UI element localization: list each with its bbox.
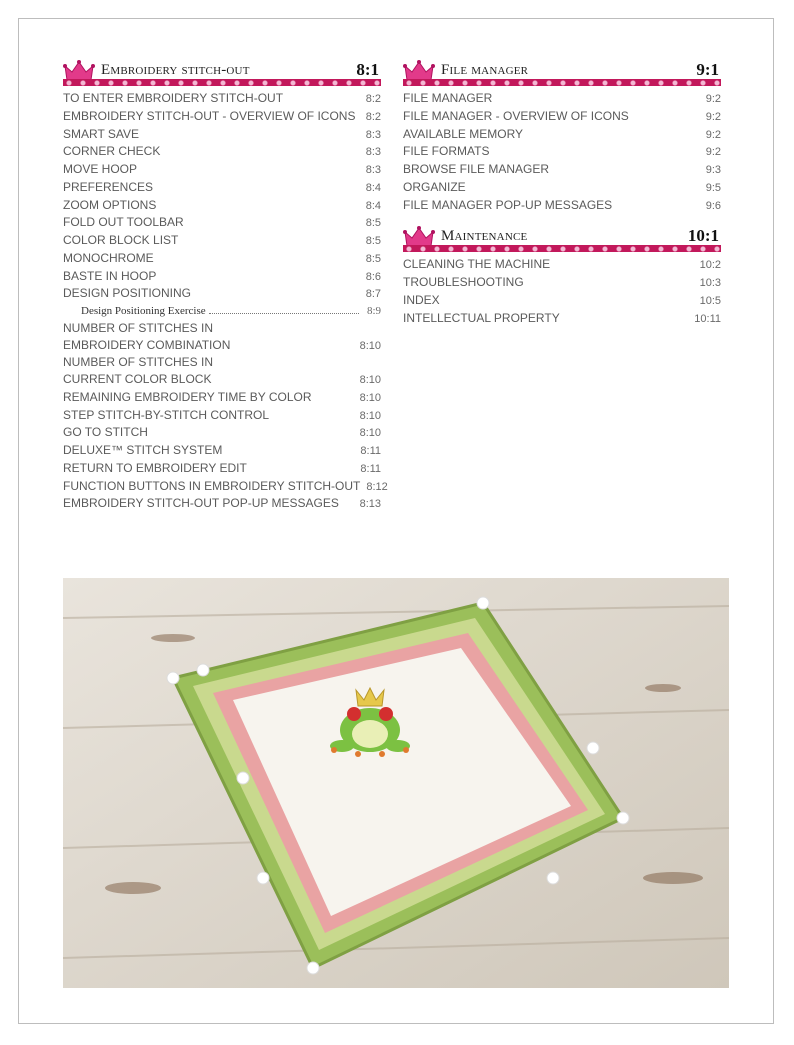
toc-column-left (63, 58, 388, 523)
entry-label: TO ENTER EMBROIDERY STITCH-OUT (63, 91, 284, 105)
toc-entry[interactable] (63, 179, 381, 197)
toc-entry[interactable] (63, 371, 381, 389)
entry-page-number: 8:5 (365, 252, 381, 265)
section-title: Embroidery stitch-out (101, 62, 250, 78)
entry-page-number: 10:2 (699, 259, 721, 272)
entry-label: AVAILABLE MEMORY (403, 126, 524, 141)
entry-label: Design Positioning Exercise (81, 305, 206, 317)
toc-entry[interactable] (63, 90, 381, 108)
entry-page-number: 9:5 (705, 181, 721, 194)
toc-entry[interactable] (63, 460, 381, 478)
header-pattern-band (403, 245, 721, 252)
toc-entry-list (403, 90, 721, 214)
entry-page-number: 8:4 (365, 181, 381, 194)
toc-entry[interactable] (63, 232, 381, 250)
toc-entry[interactable] (63, 126, 381, 144)
entry-label: FOLD OUT TOOLBAR (63, 215, 184, 230)
entry-label: FILE MANAGER (403, 91, 493, 105)
toc-entry[interactable] (63, 197, 381, 215)
entry-label: BASTE IN HOOP (63, 268, 157, 283)
toc-section (403, 224, 721, 327)
entry-label: PREFERENCES (63, 179, 154, 194)
toc-section (403, 58, 721, 214)
header-pattern-band (403, 79, 721, 86)
toc-entry[interactable] (403, 108, 721, 126)
toc-subentry[interactable] (63, 303, 381, 320)
toc-entry-list (63, 90, 388, 513)
toc-entry[interactable] (63, 407, 381, 425)
entry-page-number: 8:3 (365, 164, 381, 176)
pillow-photo (63, 578, 729, 988)
entry-page-number: 8:4 (365, 199, 381, 212)
entry-label: EMBROIDERY COMBINATION (63, 337, 231, 352)
toc-entry[interactable] (63, 478, 388, 496)
section-title: Maintenance (441, 228, 528, 245)
entry-page-number: 8:5 (365, 235, 381, 247)
entry-page-number: 8:5 (365, 217, 381, 230)
entry-page-number: 9:2 (705, 110, 721, 123)
entry-label: CURRENT COLOR BLOCK (63, 372, 212, 386)
entry-label: DELUXE™ STITCH SYSTEM (63, 443, 223, 457)
entry-label: STEP STITCH-BY-STITCH CONTROL (63, 407, 270, 422)
entry-label: EMBROIDERY STITCH-OUT POP-UP MESSAGES (63, 496, 339, 511)
entry-page-number: 8:6 (365, 270, 381, 283)
toc-entry[interactable] (63, 354, 381, 371)
entry-label: FUNCTION BUTTONS IN EMBROIDERY STITCH-OUT (63, 478, 361, 493)
entry-label: REMAINING EMBROIDERY TIME BY COLOR (63, 389, 312, 404)
entry-page-number: 8:3 (365, 128, 381, 141)
entry-page-number: 8:10 (359, 427, 381, 440)
toc-entry[interactable] (63, 337, 381, 355)
toc-entry[interactable] (63, 442, 381, 460)
toc-entry[interactable] (63, 424, 381, 442)
pillow-illustration (63, 578, 729, 988)
toc-entry[interactable] (63, 320, 381, 337)
toc-entry[interactable] (63, 214, 381, 232)
entry-label: NUMBER OF STITCHES IN (63, 355, 214, 370)
entry-page-number: 8:10 (359, 339, 381, 352)
entry-page-number: 8:2 (365, 93, 381, 105)
entry-label: INTELLECTUAL PROPERTY (403, 310, 560, 325)
entry-page-number: 8:10 (359, 391, 381, 404)
entry-label: FILE MANAGER - OVERVIEW OF ICONS (403, 108, 629, 123)
toc-entry-list (403, 256, 721, 327)
entry-label: TROUBLESHOOTING (403, 275, 524, 289)
entry-page-number: 9:2 (705, 93, 721, 105)
entry-page-number: 8:13 (359, 498, 381, 511)
entry-label: FILE FORMATS (403, 144, 490, 159)
toc-entry[interactable] (63, 250, 381, 268)
section-page-number: 10:1 (687, 226, 719, 246)
header-pattern-band (63, 79, 381, 86)
toc-entry[interactable] (63, 389, 381, 407)
entry-label: CLEANING THE MACHINE (403, 257, 551, 272)
entry-page-number: 10:3 (699, 277, 721, 289)
toc-entry[interactable] (63, 143, 381, 161)
entry-page-number: 9:3 (705, 164, 721, 176)
entry-label: INDEX (403, 292, 440, 307)
entry-label: BROWSE FILE MANAGER (403, 162, 550, 176)
entry-label: ZOOM OPTIONS (63, 197, 157, 212)
entry-label: SMART SAVE (63, 126, 140, 141)
entry-page-number: 8:12 (366, 480, 388, 493)
toc-entry[interactable] (403, 256, 721, 274)
toc-entry[interactable] (403, 126, 721, 144)
section-header (63, 58, 381, 86)
entry-label: GO TO STITCH (63, 425, 148, 440)
toc-column-right (403, 58, 721, 337)
entry-label: COLOR BLOCK LIST (63, 233, 179, 247)
entry-label: NUMBER OF STITCHES IN (63, 320, 214, 335)
toc-entry[interactable] (63, 161, 381, 179)
toc-entry[interactable] (403, 161, 721, 179)
entry-page-number: 9:2 (705, 128, 721, 141)
toc-entry[interactable] (403, 310, 721, 328)
entry-label: CORNER CHECK (63, 144, 161, 159)
toc-entry[interactable] (403, 197, 721, 215)
toc-entry[interactable] (403, 90, 721, 108)
section-page-number: 8:1 (356, 60, 379, 79)
entry-page-number: 10:5 (699, 294, 721, 307)
toc-entry[interactable] (63, 268, 381, 286)
section-header (403, 58, 721, 86)
entry-label: MOVE HOOP (63, 162, 138, 176)
entry-page-number: 9:6 (705, 199, 721, 212)
entry-page-number: 8:10 (359, 374, 381, 386)
section-page-number: 9:1 (696, 60, 719, 79)
entry-page-number: 8:9 (366, 305, 381, 317)
toc-entry[interactable] (63, 285, 381, 303)
entry-label: FILE MANAGER POP-UP MESSAGES (403, 197, 613, 212)
toc-entry[interactable] (403, 292, 721, 310)
entry-page-number: 9:2 (705, 146, 721, 159)
section-header (403, 224, 721, 252)
entry-page-number: 8:2 (365, 110, 381, 123)
entry-label: DESIGN POSITIONING (63, 286, 192, 301)
entry-page-number: 10:11 (694, 312, 721, 325)
entry-page-number: 8:10 (359, 409, 381, 422)
toc-entry[interactable] (403, 143, 721, 161)
dot-leader (209, 313, 359, 314)
toc-entry[interactable] (403, 274, 721, 292)
entry-label: RETURN TO EMBROIDERY EDIT (63, 460, 247, 475)
toc-entry[interactable] (63, 108, 381, 126)
section-title: File manager (441, 62, 529, 78)
entry-page-number: 8:11 (360, 462, 381, 475)
toc-entry[interactable] (63, 495, 381, 513)
toc-entry[interactable] (403, 179, 721, 197)
entry-page-number: 8:11 (360, 445, 381, 457)
entry-page-number: 8:3 (365, 146, 381, 159)
entry-label: MONOCHROME (63, 250, 154, 265)
entry-label: ORGANIZE (403, 179, 466, 194)
entry-label: EMBROIDERY STITCH-OUT - OVERVIEW OF ICONS (63, 108, 356, 123)
entry-page-number: 8:7 (365, 288, 381, 301)
toc-section (63, 58, 388, 513)
